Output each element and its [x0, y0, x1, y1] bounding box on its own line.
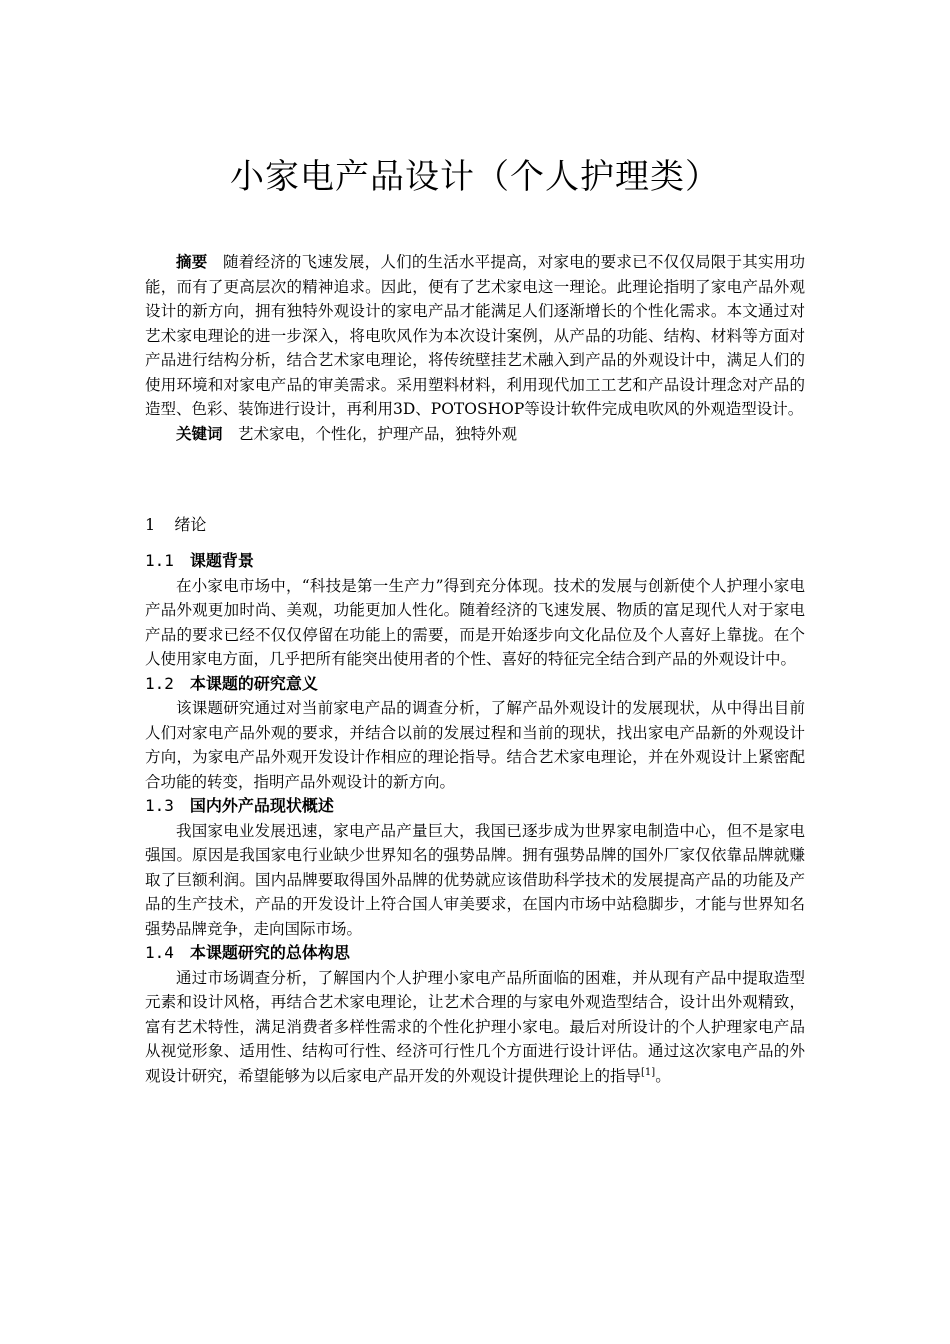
subsection-number: 1.4 — [145, 943, 174, 962]
section-heading — [145, 512, 805, 538]
paragraph-end: 。 — [655, 1066, 671, 1085]
keywords-label: 关键词 — [176, 424, 223, 443]
abstract-paragraph — [145, 250, 805, 422]
subsection-number: 1.1 — [145, 551, 174, 570]
subsection-paragraph-1-2: 该课题研究通过对当前家电产品的调查分析，了解产品外观设计的发展现状，从中得出目前人们对家电产品外观的要求，并结合以前的发展过程和当前的现状，找出家电产品新的外观设计方向，为家电产品外观开发设计作相应的理论指导。结合艺术家电理论，并在外观设计上紧密配合功能的转变，指明产品外观设计的新方向。 — [145, 699, 805, 791]
abstract-block — [145, 250, 805, 446]
subsection-heading-1-3 — [145, 794, 805, 819]
paragraph-text: 通过市场调查分析，了解国内个人护理小家电产品所面临的困难，并从现有产品中提取造型元素和设计风格，再结合艺术家电理论，让艺术合理的与家电外观造型结合，设计出外观精致，富有艺术特性，满足消费者多样性需求的个性化护理小家电。最后对所设计的个人护理家电产品从视觉形象、适用性、结构可行性、经济可行性几个方面进行设计评估。通过这次家电产品的外观设计研究，希望能够为以后家电产品开发的外观设计提供理论上的指导 — [145, 968, 805, 1085]
section-number: 1 — [145, 515, 156, 534]
section-title: 绪论 — [174, 515, 207, 534]
subsection-title: 国内外产品现状概述 — [189, 796, 334, 815]
subsection-title: 本课题的研究意义 — [189, 673, 318, 693]
citation-reference: [1] — [641, 1066, 656, 1078]
subsection-number: 1.2 — [145, 673, 174, 693]
subsection-heading-1-4 — [145, 941, 805, 966]
subsection-paragraph-1-3: 我国家电业发展迅速，家电产品产量巨大，我国已逐步成为世界家电制造中心，但不是家电强国。原因是我国家电行业缺少世界知名的强势品牌。拥有强势品牌的国外厂家仅依靠品牌就赚取了巨额利润。国内品牌要取得国外品牌的优势就应该借助科学技术的发展提高产品的功能及产品的生产技术，产品的开发设计上符合国人审美要求，在国内市场中站稳脚步，才能与世界知名强势品牌竞争，走向国际市场。 — [145, 821, 805, 938]
abstract-text: 随着经济的飞速发展，人们的生活水平提高，对家电的要求已不仅仅局限于其实用功能，而有了更高层次的精神追求。因此，便有了艺术家电这一理论。此理论指明了家电产品外观设计的新方向，拥有独特外观设计的家电产品才能满足人们逐渐增长的个性化需求。本文通过对艺术家电理论的进一步深入，将电吹风作为本次设计案例，从产品的功能、结构、材料等方面对产品进行结构分析，结合艺术家电理论，将传统壁挂艺术融入到产品的外观设计中，满足人们的使用环境和对家电产品的审美需求。采用塑料材料，利用现代加工工艺和产品设计理念对产品的造型、色彩、装饰进行设计，再利用3D、POTOSHOP等设计软件完成电吹风的外观造型设计。 — [145, 253, 805, 418]
keywords-text: 艺术家电，个性化，护理产品，独特外观 — [238, 424, 518, 443]
subsection-title: 本课题研究的总体构思 — [189, 943, 350, 962]
subsection-heading-1-1 — [145, 549, 805, 574]
abstract-label: 摘要 — [176, 253, 208, 271]
subsection-paragraph-1-4 — [145, 966, 805, 1089]
document-title: 小家电产品设计（个人护理类） — [230, 157, 720, 197]
keywords-line — [145, 422, 805, 447]
subsection-number: 1.3 — [145, 796, 174, 815]
section-content — [145, 549, 805, 1088]
subsection-title: 课题背景 — [189, 551, 254, 570]
subsection-paragraph-1-1: 在小家电市场中，“科技是第一生产力”得到充分体现。技术的发展与创新使个人护理小家电产品外观更加时尚、美观，功能更加人性化。随着经济的飞速发展、物质的富足现代人对于家电产品的要求已经不仅仅停留在功能上的需要，而是开始逐步向文化品位及个人喜好上靠拢。在个人使用家电方面，几乎把所有能突出使用者的个性、喜好的特征完全结合到产品的外观设计中。 — [145, 576, 805, 668]
subsection-heading-1-2 — [145, 672, 805, 697]
